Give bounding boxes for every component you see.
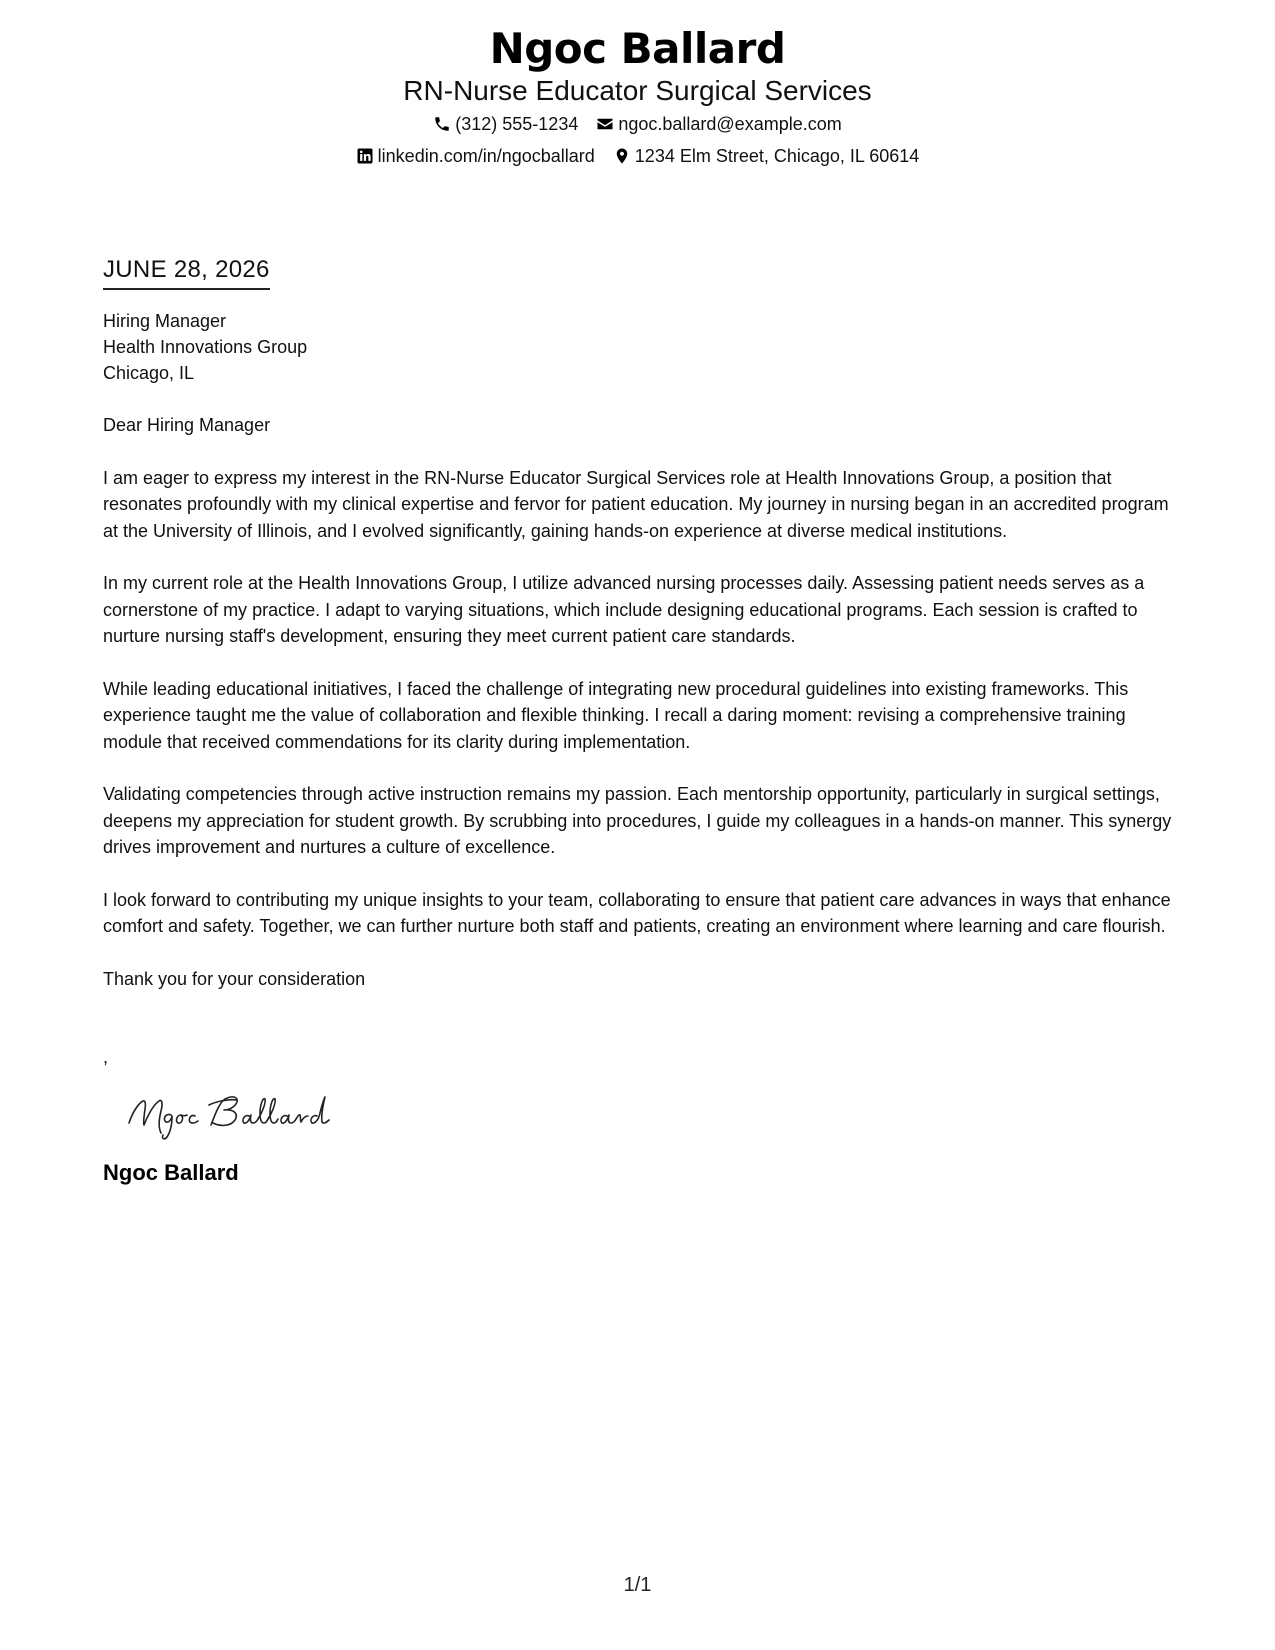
salutation: Dear Hiring Manager — [103, 415, 271, 435]
recipient-line: Health Innovations Group — [103, 337, 308, 357]
contact-row-1 — [0, 108, 1275, 140]
phone-contact[interactable] — [433, 108, 578, 140]
page-number: 1/1 — [623, 1574, 652, 1596]
recipient-line: Chicago, IL — [103, 363, 195, 383]
letter-date: JUNE 28, 2026 — [103, 254, 270, 290]
linkedin-icon — [356, 147, 374, 165]
envelope-icon — [596, 115, 614, 133]
letter-body — [103, 254, 1173, 1187]
contact-row-2 — [0, 140, 1275, 172]
email-contact[interactable] — [596, 108, 841, 140]
email-text: ngoc.ballard@example.com — [618, 114, 842, 134]
address-contact — [613, 140, 920, 172]
linkedin-contact[interactable] — [356, 140, 595, 172]
closing-comma: , — [103, 1047, 109, 1067]
job-title: RN-Nurse Educator Surgical Services — [403, 75, 872, 106]
recipient-block — [103, 308, 1173, 386]
body-paragraph: I look forward to contributing my unique insights to your team, collaborating to ensure that patient care advances in ways that enhance comfort and safety. Together, we can further nurture both staff and patients, creating an environment where learning and care flourish. — [103, 889, 1171, 936]
address-text: 1234 Elm Street, Chicago, IL 60614 — [634, 146, 920, 166]
body-paragraph: While leading educational initiatives, I faced the challenge of integrating new procedural guidelines into existing frameworks. This experience taught me the value of collaboration and flexible thinking. I recall a daring moment: revising a comprehensive training module that received commendations for its clarity during implementation. — [103, 678, 1129, 752]
recipient-line: Hiring Manager — [103, 311, 227, 331]
body-paragraph: In my current role at the Health Innovations Group, I utilize advanced nursing processes daily. Assessing patient needs serves as a cornerstone of my practice. I adapt to varying situations, which include designing educational programs. Each session is crafted to nurture nursing staff's development, ensuring they meet current patient care standards. — [103, 573, 1145, 646]
linkedin-text: linkedin.com/in/ngocballard — [377, 146, 595, 166]
closing-line: Thank you for your consideration — [103, 968, 366, 989]
handwritten-signature — [125, 1089, 345, 1141]
letter-header — [0, 22, 1275, 172]
map-marker-icon — [613, 147, 631, 165]
signature-name: Ngoc Ballard — [103, 1159, 239, 1185]
applicant-name: Ngoc Ballard — [489, 24, 786, 73]
phone-text: (312) 555-1234 — [455, 114, 579, 134]
body-paragraph: I am eager to express my interest in the RN-Nurse Educator Surgical Services role at Health Innovations Group, a position that resonates profoundly with my clinical expertise and fervor for patient education. My journey in nursing began in an accredited program at the University of Illinois, and I evolved significantly, gaining hands-on experience at diverse medical institutions. — [103, 467, 1169, 541]
body-paragraph: Validating competencies through active instruction remains my passion. Each mentorship opportunity, particularly in surgical settings, deepens my appreciation for student growth. By scrubbing into procedures, I guide my colleagues in a hands-on manner. This synergy drives improvement and nurtures a culture of excellence. — [103, 784, 1172, 857]
phone-icon — [433, 115, 451, 133]
